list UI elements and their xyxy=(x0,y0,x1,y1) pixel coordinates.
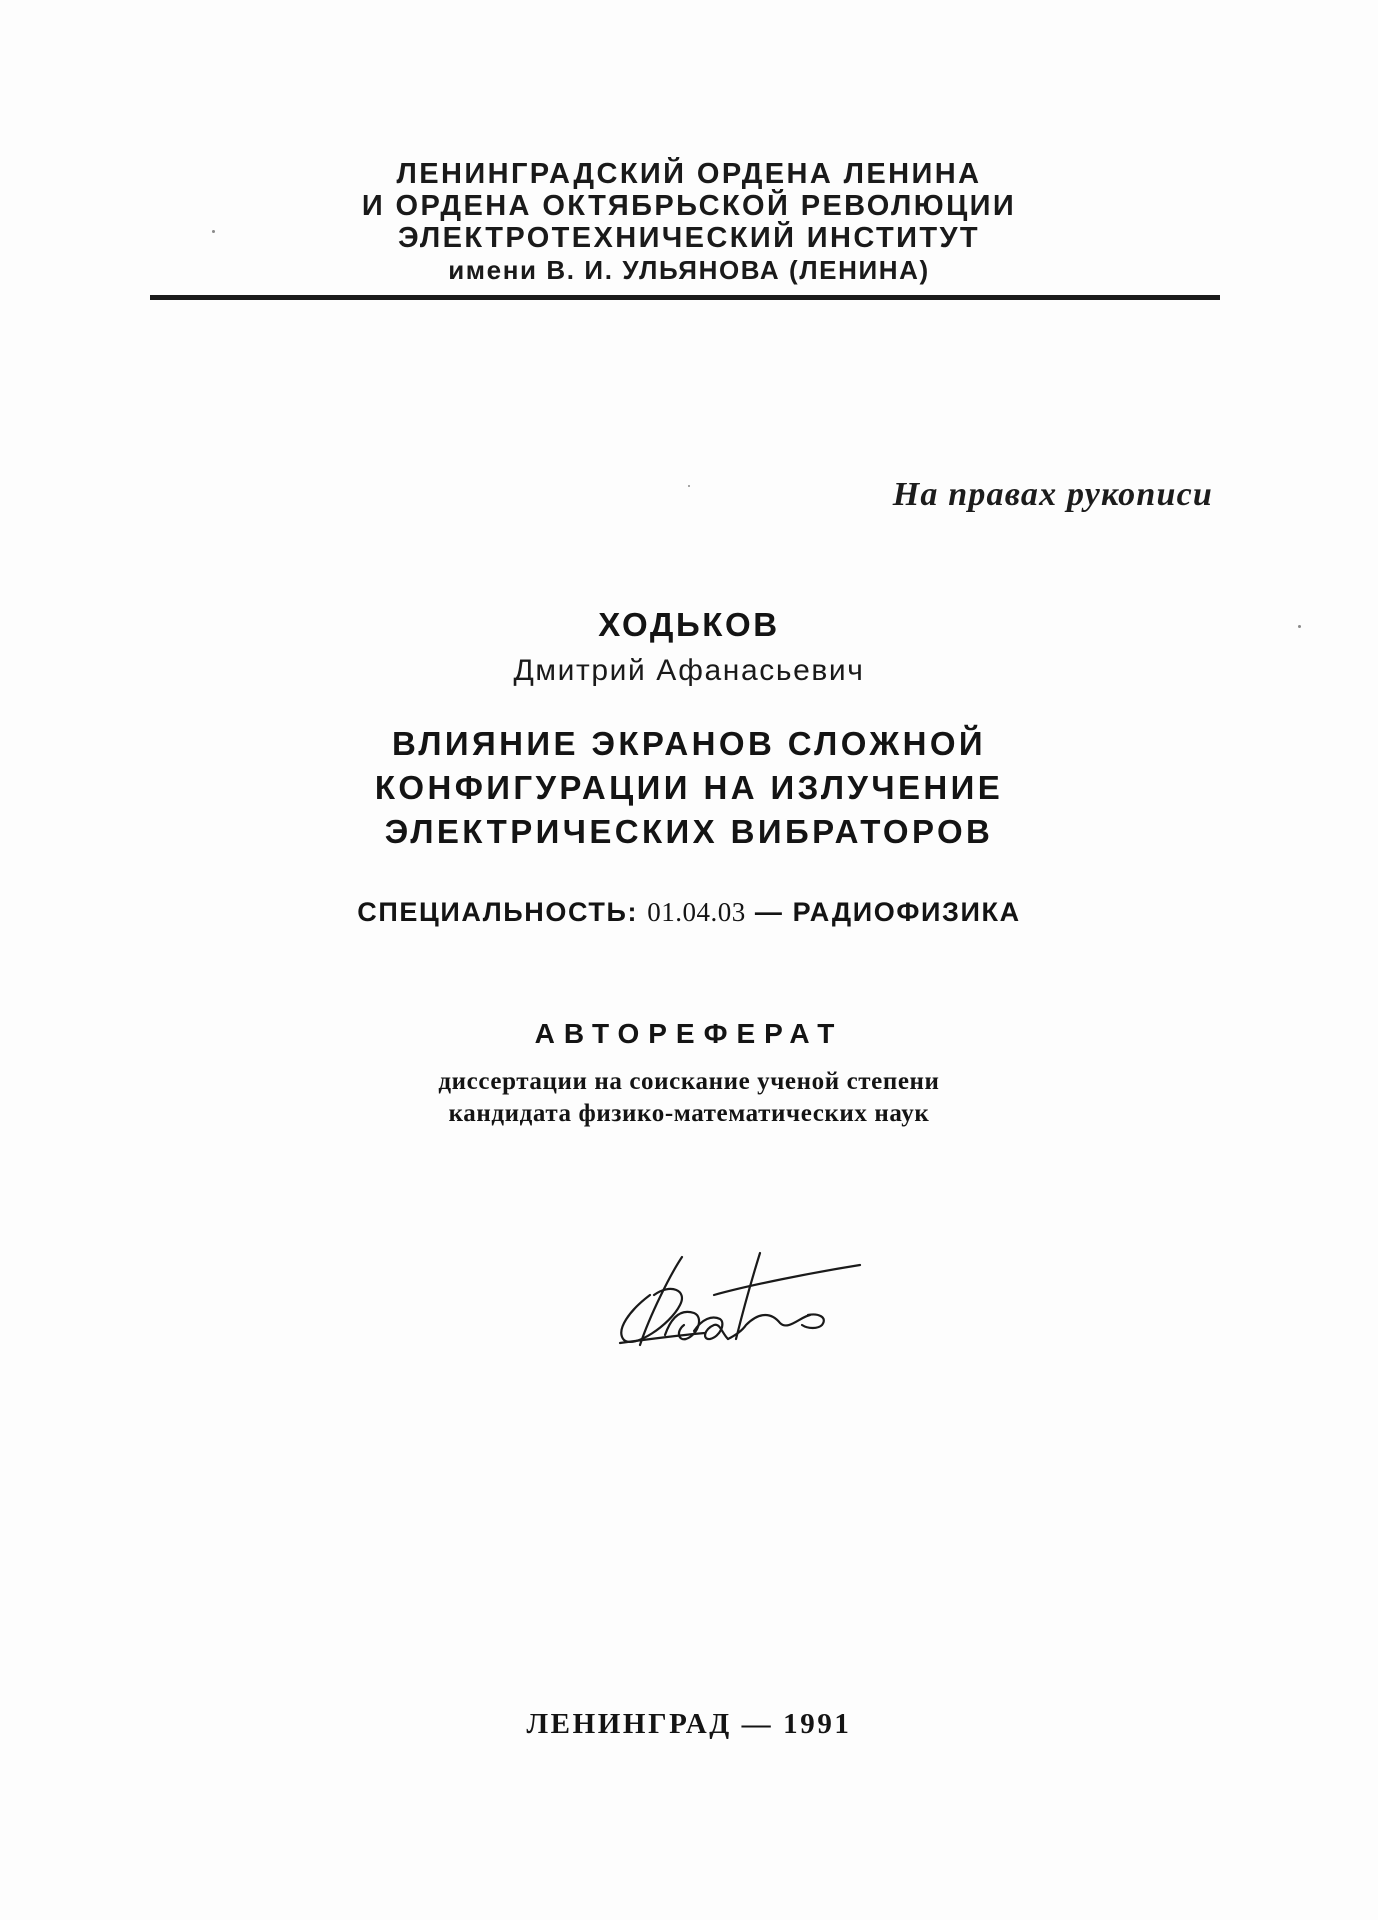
header-divider xyxy=(150,295,1220,300)
author-surname: ХОДЬКОВ xyxy=(598,606,780,643)
specialty-line xyxy=(0,897,1378,928)
description-line-2: кандидата физико-математических наук xyxy=(448,1100,930,1127)
handwritten-signature-icon xyxy=(610,1235,870,1375)
specialty-separator: — xyxy=(754,897,784,927)
document-type: АВТОРЕФЕРАТ xyxy=(534,1018,844,1049)
specialty-name: РАДИОФИЗИКА xyxy=(792,897,1021,927)
institution-line-4: имени В. И. УЛЬЯНОВА (ЛЕНИНА) xyxy=(448,255,930,285)
specialty-code: 01.04.03 xyxy=(647,897,746,927)
description-line-1: диссертации на соискание ученой степени xyxy=(438,1068,940,1095)
scan-speck xyxy=(1298,625,1301,628)
title-line-3: ЭЛЕКТРИЧЕСКИХ ВИБРАТОРОВ xyxy=(384,813,994,850)
title-line-1: ВЛИЯНИЕ ЭКРАНОВ СЛОЖНОЙ xyxy=(391,725,987,762)
place-year: ЛЕНИНГРАД — 1991 xyxy=(526,1708,852,1740)
scan-speck xyxy=(212,230,215,233)
degree-description xyxy=(0,1066,1378,1130)
title-line-2: КОНФИГУРАЦИИ НА ИЗЛУЧЕНИЕ xyxy=(374,769,1004,806)
rights-note: На правах рукописи xyxy=(892,476,1213,513)
institution-line-2: И ОРДЕНА ОКТЯБРЬСКОЙ РЕВОЛЮЦИИ xyxy=(361,190,1017,222)
institution-line-1: ЛЕНИНГРАДСКИЙ ОРДЕНА ЛЕНИНА xyxy=(396,158,982,190)
specialty-label: СПЕЦИАЛЬНОСТЬ: xyxy=(357,897,639,927)
scan-speck xyxy=(688,485,690,487)
dissertation-title xyxy=(0,722,1378,854)
institution-header xyxy=(0,158,1378,286)
institution-line-3: ЭЛЕКТРОТЕХНИЧЕСКИЙ ИНСТИТУТ xyxy=(398,222,980,254)
author-given-names: Дмитрий Афанасьевич xyxy=(513,654,865,687)
